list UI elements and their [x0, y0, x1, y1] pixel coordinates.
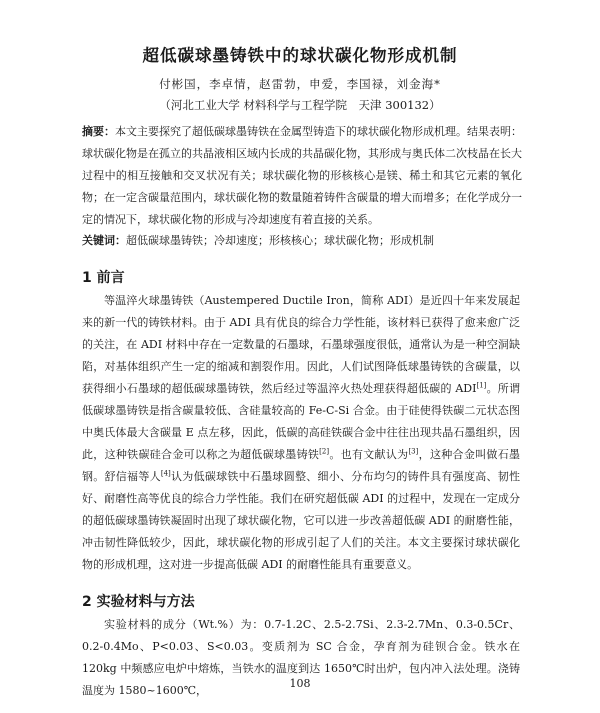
- paper-title: 超低碳球墨铸铁中的球状碳化物形成机制: [142, 46, 458, 65]
- section-heading-introduction: 1 前言: [82, 270, 125, 286]
- section-materials-paragraph: 实验材料的成分（Wt.%）为：0.7-1.2C、2.5-2.7Si、2.3-2.7Mn、0.3-0.5Cr、0.2-0.4Mo、P<0.03、S<0.03。变质剂为 SC 合金，孕育剂为硅钡合金。铁水在 120kg 中频感应电炉中熔炼，当铁水的温度到达 1650℃时出炉，包内冲入法处理。浇铸温度为 1580~1600℃，: [82, 618, 520, 697]
- keywords: [82, 231, 522, 251]
- citation-ref-4: [4]: [160, 469, 171, 478]
- intro-text-part-d: ，这种合金叫做石墨钢。舒信福等人: [82, 448, 521, 483]
- page-number: 108: [289, 677, 311, 690]
- abstract-label: 摘要：: [82, 125, 115, 138]
- intro-text-part-e: 认为低碳球铁中石墨球圆整、细小、分布均匀的铸件具有强度高、韧性好、耐磨性高等优良的综合力学性能。我们在研究超低碳 ADI 的过程中，发现在一定成分的超低碳球墨铸铁凝固时出现了球状碳化物，它可以进一步改善超低碳 ADI 的耐磨性能，冲击韧性降低较少，因此，球状碳化物的形成引起了人们的关注。本文主要探讨球状碳化物的形成机理，这对进一步提高低碳 ADI 的耐磨性能具有重要意义。: [82, 470, 521, 571]
- intro-text-part-b: 。所谓低碳球墨铸铁是指含碳量较低、含硅量较高的 Fe-C-Si 合金。由于硅使得铁碳二元状态图中奥氏体最大含碳量 E 点左移，因此，低碳的高硅铁碳合金中往往出现共晶石墨组织，因此，这种铁碳硅合金可以称之为超低碳球墨铸铁: [82, 382, 520, 461]
- abstract-text: 本文主要探究了超低碳球墨铸铁在金属型铸造下的球状碳化物形成机理。结果表明：球状碳化物是在孤立的共晶液相区域内长成的共晶碳化物，其形成与奥氏体二次枝晶在长大过程中的相互接触和交叉状况有关；球状碳化物的形核核心是镁、稀土和其它元素的氧化物；在一定含碳量范围内，球状碳化物的数量随着铸件含碳量的增大而增多；在化学成分一定的情况下，球状碳化物的形成与冷却速度有着直接的关系。: [82, 125, 522, 226]
- citation-ref-3: [3]: [408, 447, 419, 456]
- citation-ref-1: [1]: [476, 381, 487, 390]
- section-introduction-paragraph: [82, 290, 520, 576]
- keywords-label: 关键词：: [82, 234, 126, 247]
- author-list: 付彬国，李卓情，赵雷勃，申爱，李国禄，刘金海*: [159, 77, 441, 91]
- intro-text-part-c: 。也有文献认为: [329, 448, 409, 461]
- section-heading-materials-methods: 2 实验材料与方法: [82, 594, 195, 610]
- affiliation: （河北工业大学 材料科学与工程学院 天津 300132）: [159, 98, 441, 112]
- abstract: [82, 121, 522, 231]
- intro-text-part-a: 等温淬火球墨铸铁（Austempered Ductile Iron，简称 ADI）是近四十年来发展起来的新一代的铸铁材料。由于 ADI 具有优良的综合力学性能，该材料已获得了愈来愈广泛的关注，在 ADI 材料中存在一定数量的石墨球，石墨球强度很低，通常认为是一种空洞缺陷，对基体组织产生一定的缩减和割裂作用。因此，人们试图降低球墨铸铁的含碳量，以获得细小石墨球的超低碳球墨铸铁，然后经过等温淬火热处理获得超低碳的 ADI: [82, 294, 520, 395]
- citation-ref-2: [2]: [319, 447, 330, 456]
- keywords-text: 超低碳球墨铸铁；冷却速度；形核核心；球状碳化物；形成机制: [126, 234, 434, 247]
